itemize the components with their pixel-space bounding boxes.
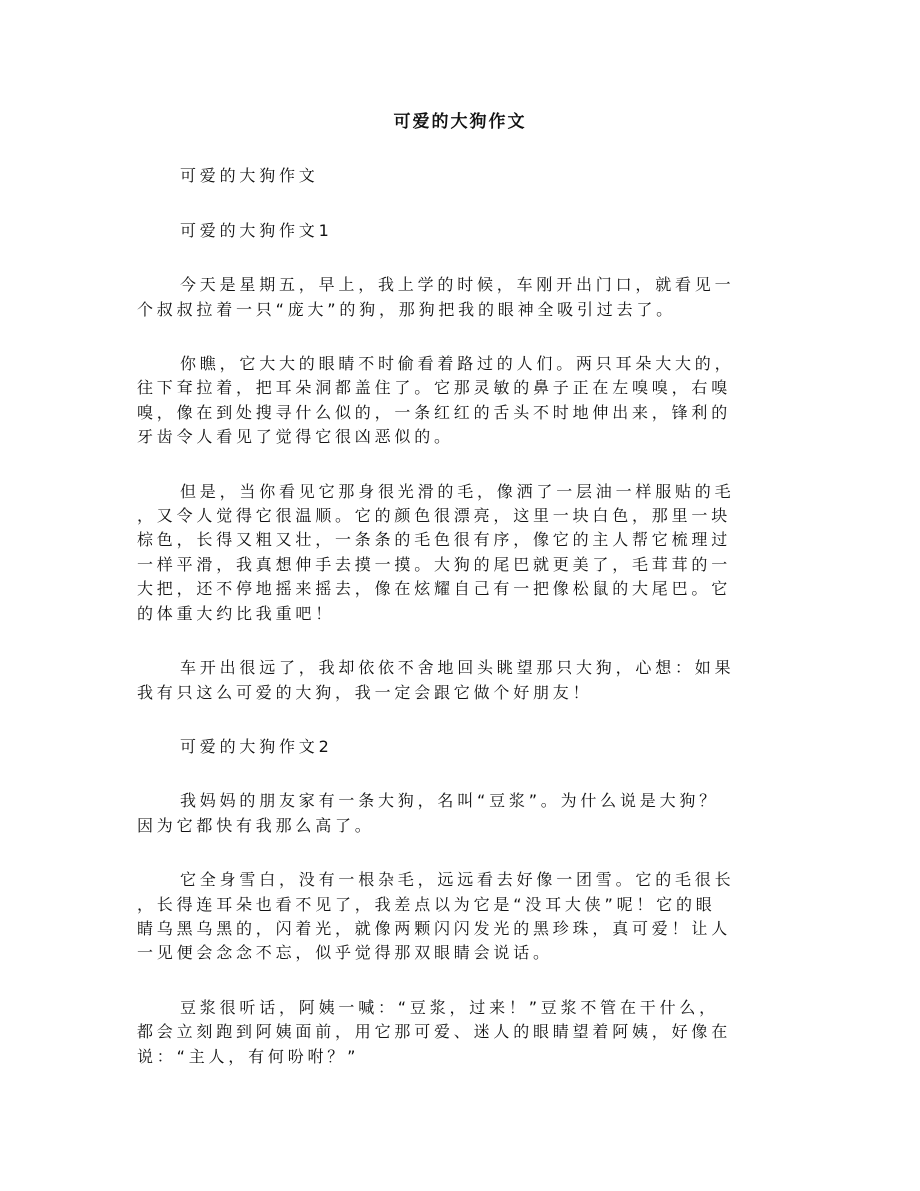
paragraph xyxy=(137,996,777,1069)
text-line: 它全身雪白，没有一根杂毛，远远看去好像一团雪。它的毛很长 xyxy=(180,870,735,890)
section-heading xyxy=(137,735,777,759)
document-body xyxy=(137,164,777,1069)
text-line: 个叔叔拉着一只“庞大”的狗，那狗把我的眼神全吸引过去了。 xyxy=(137,299,676,319)
text-line: 我妈妈的朋友家有一条大狗，名叫“豆浆”。为什么说是大狗？ xyxy=(180,791,719,811)
text-line: 睛乌黑乌黑的，闪着光，就像两颗闪闪发光的黑珍珠，真可爱！让人 xyxy=(137,918,732,938)
text-line: 但是，当你看见它那身很光滑的毛，像洒了一层油一样服贴的毛 xyxy=(180,481,735,501)
text-line: 都会立刻跑到阿姨面前，用它那可爱、迷人的眼睛望着阿姨，好像在 xyxy=(137,1022,732,1042)
paragraph xyxy=(137,273,777,322)
paragraph xyxy=(137,789,777,838)
paragraph xyxy=(137,480,777,626)
text-line: 棕色，长得又粗又壮，一条条的毛色很有序，像它的主人帮它梳理过 xyxy=(137,530,732,550)
text-line: 可爱的大狗作文 xyxy=(180,166,319,186)
document-title: 可爱的大狗作文 xyxy=(393,112,527,132)
text-line: 牙齿令人看见了觉得它很凶恶似的。 xyxy=(137,427,454,447)
text-line: 我有只这么可爱的大狗，我一定会跟它做个好朋友！ xyxy=(137,682,593,702)
text-line: 可爱的大狗作文1 xyxy=(180,220,333,240)
text-line: 豆浆很听话，阿姨一喊：“豆浆，过来！”豆浆不管在干什么， xyxy=(180,997,719,1017)
document-page xyxy=(137,110,777,1099)
text-line: 说：“主人，有何吩咐？” xyxy=(137,1046,360,1066)
section-heading xyxy=(137,164,777,188)
text-line: 一见便会念念不忘，似乎觉得那双眼睛会说话。 xyxy=(137,943,553,963)
text-line: 嗅，像在到处搜寻什么似的，一条红红的舌头不时地伸出来，锋利的 xyxy=(137,402,732,422)
paragraph xyxy=(137,656,777,705)
text-line: 一样平滑，我真想伸手去摸一摸。大狗的尾巴就更美了，毛茸茸的一 xyxy=(137,554,732,574)
text-line: 的体重大约比我重吧！ xyxy=(137,603,336,623)
section-heading xyxy=(137,219,777,243)
paragraph xyxy=(137,868,777,966)
text-line: 今天是星期五，早上，我上学的时候，车刚开出门口，就看见一 xyxy=(180,275,735,295)
text-line: 大把，还不停地摇来摇去，像在炫耀自己有一把像松鼠的大尾巴。它 xyxy=(137,579,732,599)
paragraph xyxy=(137,352,777,450)
text-line: 因为它都快有我那么高了。 xyxy=(137,815,375,835)
text-line: 可爱的大狗作文2 xyxy=(180,736,333,756)
text-line: 你瞧，它大大的眼睛不时偷看着路过的人们。两只耳朵大大的， xyxy=(180,354,735,374)
text-line: 往下耷拉着，把耳朵洞都盖住了。它那灵敏的鼻子正在左嗅嗅，右嗅 xyxy=(137,378,732,398)
text-line: 车开出很远了，我却依依不舍地回头眺望那只大狗，心想：如果 xyxy=(180,658,735,678)
text-line: ，长得连耳朵也看不见了，我差点以为它是“没耳大侠”呢！它的眼 xyxy=(137,894,716,914)
text-line: ，又令人觉得它很温顺。它的颜色很漂亮，这里一块白色，那里一块 xyxy=(137,506,732,526)
